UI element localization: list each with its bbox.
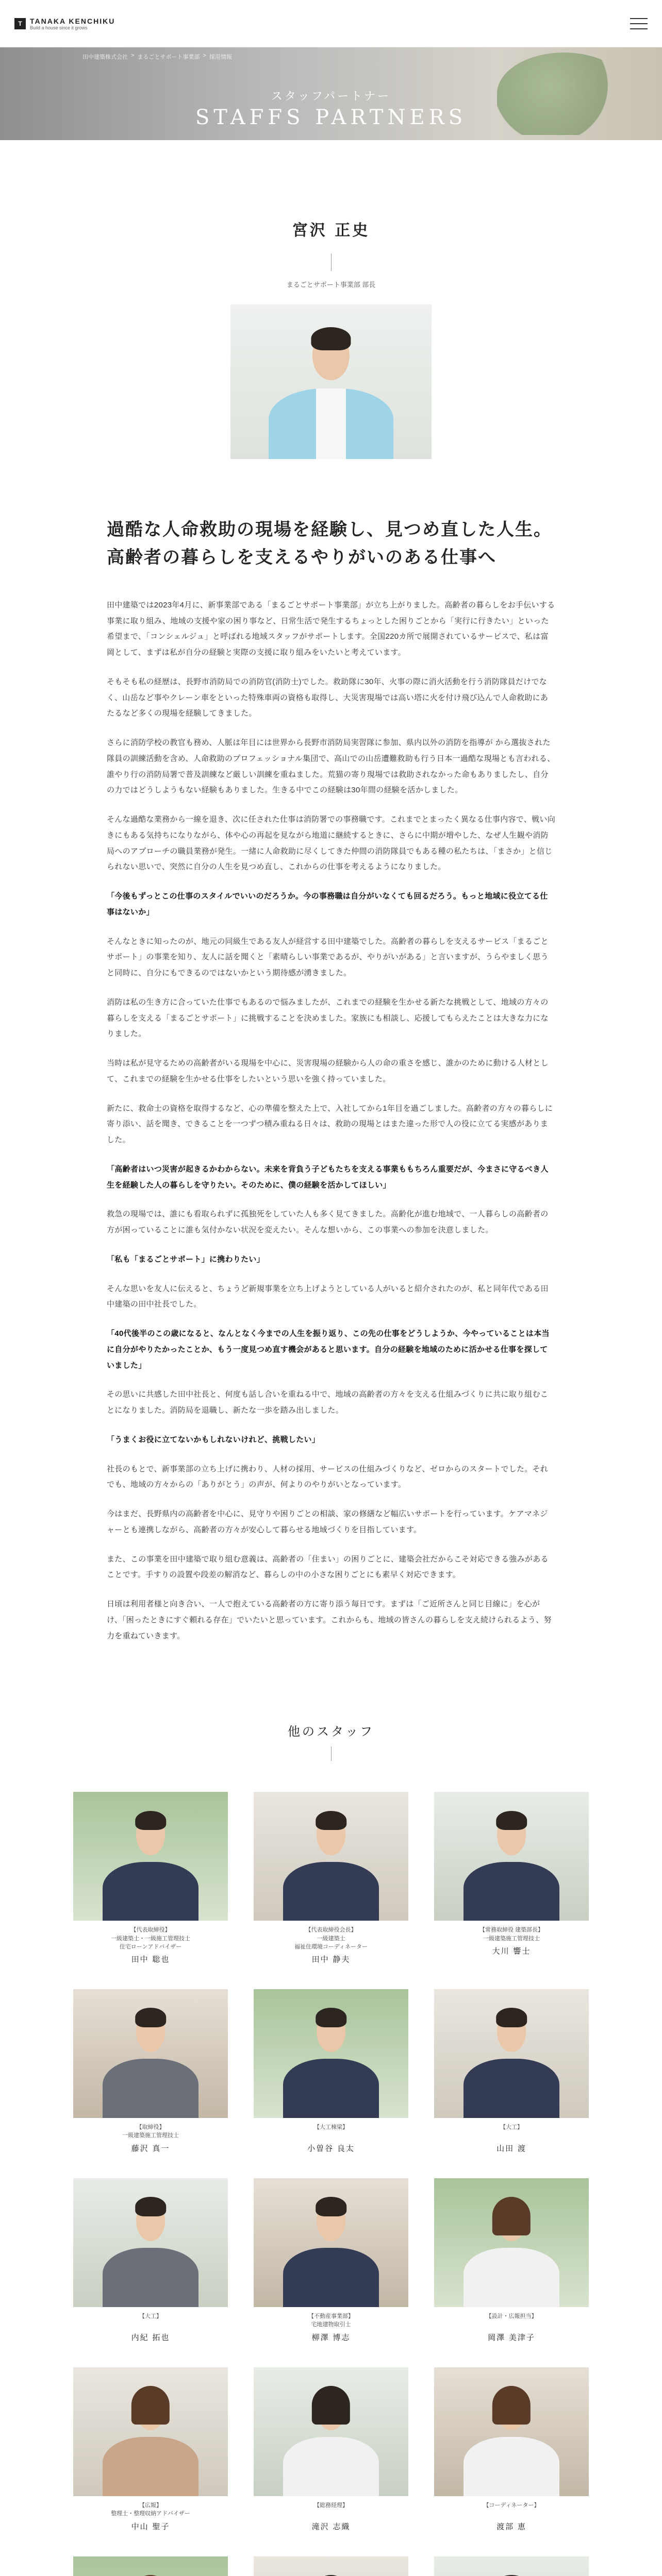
staff-card-role: 【広報】 整理士・整理収納アドバイザー	[111, 2502, 190, 2517]
article-paragraph: 今はまだ、長野県内の高齢者を中心に、見守りや困りごとの相談、家の修繕など幅広いサポートを行っています。ケアマネジャーとも連携しながら、高齢者の方々が安心して暮らせる地域づくりを目指しています。	[107, 1510, 548, 1534]
article-quote: 「40代後半のこの歳になると、なんとなく今までの人生を振り返り、この先の仕事をどうしようか、今やっていることは本当に自分がやりたかったことか、もう一度見つめ直す機会があると思います。自分の経験を地域のために活かせる仕事を探していました」	[107, 1329, 550, 1370]
staff-card-photo	[434, 2556, 589, 2576]
staff-card-role: 【設計・広報担当】	[486, 2313, 537, 2319]
logo-name: TANAKA KENCHIKU	[30, 16, 115, 25]
hero-title-ja: スタッフパートナー	[271, 90, 391, 103]
staff-card-name: 内紀 拓也	[131, 2332, 170, 2342]
article-lead: 過酷な人命救助の現場を経験し、見つめ直した人生。高齢者の暮らしを支えるやりがいのある仕事へ	[107, 519, 552, 568]
staff-card-role: 【常務取締役 建築部長】 一級建築施工管理技士	[479, 1927, 544, 1942]
staff-card-name: 大川 響士	[492, 1946, 531, 1956]
logo-mark: T	[14, 18, 26, 29]
staff-card-photo	[73, 2178, 228, 2307]
staff-card-name: 山田 渡	[496, 2143, 526, 2153]
breadcrumb	[82, 53, 232, 61]
staff-card[interactable]	[73, 2178, 228, 2343]
staff-card-role: 【総務経理】	[314, 2502, 348, 2509]
staff-name: 宮沢 正史	[292, 222, 370, 240]
staff-card-photo	[73, 2367, 228, 2496]
article-paragraph: 新たに、救命士の資格を取得するなど、心の準備を整えた上で、入社してから1年目を過ごしました。高齢者の方々の暮らしに寄り添い、話を聞き、できることを一つずつ積み重ねる日々は、救助の現場とはまた違った形で人の役に立てる実感がありました。	[107, 1104, 553, 1145]
article-paragraph: そもそも私の経歴は、長野市消防局での消防官(消防士)でした。救助隊に30年、火事の際に消火活動を行う消防隊員だけでなく、山岳など事やクレーン車をといった特殊車両の資格も取得し、大災害現場では高い塔に火を付け飛び込んで人命救助にあたるなど多くの現場を経験してきました。	[107, 677, 549, 718]
staff-card-photo	[73, 1792, 228, 1921]
staff-card[interactable]	[254, 2178, 408, 2343]
staff-card-photo	[434, 2178, 589, 2307]
staff-card-name: 中山 聖子	[131, 2521, 170, 2531]
breadcrumb-item-current: 採用情報	[209, 54, 232, 60]
staff-card[interactable]	[434, 2556, 589, 2576]
staff-profile-header	[0, 217, 662, 459]
article-paragraph: 田中建築では2023年4月に、新事業部である「まるごとサポート事業部」が立ち上がりました。高齢者の暮らしをお手伝いする事業に取り組み、地域の支援や家の困り事など、日常生活で発生するちょっとした困りごとから「実行に行きたい」といった希望まで、「コンシェルジュ」と呼ばれる地域スタッフがサポートします。全国220カ所で展開されているサービスで、私は富岡として、まずは私が自分の経験と実際の支援に取り組みをいたいと考えています。	[107, 600, 555, 657]
article-quote: 「今後もずっとこの仕事のスタイルでいいのだろうか。今の事務職は自分がいなくても回るだろう。もっと地域に役立てる仕事はないか」	[107, 892, 548, 917]
staff-card[interactable]	[254, 2556, 408, 2576]
staff-card-photo	[73, 2556, 228, 2576]
breadcrumb-item-division[interactable]: まるごとサポート事業部	[137, 54, 200, 60]
interview-article	[107, 516, 555, 1644]
staff-card-photo	[254, 1989, 408, 2118]
staff-card-role: 【代表取締役会長】 一級建築士 福祉住環境コーディネーター	[294, 1927, 368, 1951]
staff-grid	[73, 1792, 589, 2576]
staff-card-role: 【大工】	[139, 2313, 162, 2319]
article-quote: 「うまくお役に立てないかもしれないけれど、挑戦したい」	[107, 1435, 320, 1444]
staff-card-photo	[254, 1792, 408, 1921]
logo-tagline: Build a house since it grows	[30, 25, 88, 30]
staff-card-name: 渡部 恵	[496, 2521, 526, 2531]
staff-card[interactable]	[254, 1989, 408, 2154]
staff-card-photo	[73, 1989, 228, 2118]
staff-card-role: 【不動産事業部】 宅地建物取引士	[308, 2313, 354, 2328]
article-paragraph: 消防は私の生き方に合っていた仕事でもあるので悩みましたが、これまでの経験を生かせる新たな挑戦として、地域の方々の暮らしを支える「まるごとサポート」に挑戦することを決めました。家族にも相談し、応援してもらえたことは大きな力になりました。	[107, 997, 549, 1039]
article-paragraph: 社長のもとで、新事業部の立ち上げに携わり、人材の採用、サービスの仕組みづくりなど、ゼロからのスタートでした。それでも、地域の方々からの「ありがとう」の声が、何よりのやりがいとなっています。	[107, 1464, 549, 1489]
breadcrumb-item-company[interactable]: 田中建築株式会社	[82, 54, 128, 60]
staff-card[interactable]	[254, 1792, 408, 1964]
staff-card-photo	[254, 2367, 408, 2496]
article-paragraph: また、この事業を田中建築で取り組む意義は、高齢者の「住まい」の困りごとに、建築会社だからこそ対応できる強みがあることです。手すりの設置や段差の解消など、暮らしの中の小さな困りごとにも素早く対応できます。	[107, 1554, 549, 1580]
article-paragraph: さらに消防学校の教官も務め、人脈は年目には世界から長野市消防局実習隊に参加、県内以外の消防を指導が から選抜された隊員の訓練活動を含め、人命救助のプロフェッショナル集団で、高山での山岳遭難救助も行う日本一過酷な現場とも言われる、誰やり行の消防局署で普及訓練など厳しい訓練を重ねました。荒猫の寄り現場では救助されなかった命もありましたし、自分の力ではどうしようもない経験もありました。生きる中でこの経験は30年間の経験を活かしました。	[107, 738, 555, 795]
staff-card-role: 【大工】	[500, 2124, 523, 2130]
staff-card[interactable]	[73, 1792, 228, 1964]
staff-card[interactable]	[434, 2178, 589, 2343]
menu-icon[interactable]	[630, 18, 648, 29]
staff-card[interactable]	[434, 1989, 589, 2154]
staff-card[interactable]	[73, 1989, 228, 2154]
other-staff-heading: 他のスタッフ	[288, 1724, 374, 1739]
staff-card-photo	[434, 2367, 589, 2496]
staff-photo	[230, 304, 432, 459]
staff-card-role: 【コーディネーター】	[483, 2502, 540, 2509]
staff-card-name: 小曽谷 良太	[307, 2143, 355, 2153]
staff-card-role: 【取締役】 一級建築施工管理技士	[122, 2124, 179, 2139]
article-paragraph: そんなときに知ったのが、地元の同級生である友人が経営する田中建築でした。高齢者の暮らしを支えるサービス「まるごとサポート」の事業を知り、友人に話を聞くと「素晴らしい事業であるが、やりがいがある」と言いますが、うらやましく思うと同時に、自分にもできるのではないかという期待感が湧きました。	[107, 937, 549, 978]
staff-card-photo	[434, 1989, 589, 2118]
staff-card-name: 岡澤 美津子	[488, 2332, 535, 2342]
hero-banner	[0, 47, 662, 140]
breadcrumb-separator: >	[131, 53, 135, 59]
breadcrumb-separator: >	[203, 53, 206, 59]
staff-card-name: 田中 静夫	[311, 1954, 351, 1964]
divider	[331, 253, 332, 271]
article-paragraph: そんな過酷な業務から一線を退き、次に任された仕事は消防署での事務職です。これまでとまったく異なる仕事内容で、戦い向きにもある気持ちになりながら、体や心の再起を見ながら地道に継続するときに、さらに中期が増やした、なぜ人生観や消防局へのアプローチの職員業務が発生。一緒に人命救助に尽くしてきた仲間の消防隊員でもある種の私たちは、「まさか」と信じられない思いで、突然に自分の人生を見つめ直し、これからの仕事を考えるようになりました。	[107, 815, 556, 872]
staff-card[interactable]	[73, 2556, 228, 2576]
divider	[331, 1747, 332, 1761]
article-paragraph: そんな思いを友人に伝えると、ちょうど新規事業を立ち上げようとしている人がいると紹介されたのが、私と同年代である田中建築の田中社長でした。	[107, 1284, 549, 1309]
staff-card[interactable]	[73, 2367, 228, 2532]
article-quote: 「私も「まるごとサポート」に携わりたい」	[107, 1255, 265, 1264]
staff-card-photo	[434, 1792, 589, 1921]
site-header	[0, 0, 662, 47]
staff-card-photo	[254, 2178, 408, 2307]
article-paragraph: その思いに共感した田中社長と、何度も話し合いを重ねる中で、地域の高齢者の方々を支える仕組みづくりに共に取り組むことになりました。消防局を退職し、新たな一歩を踏み出しました。	[107, 1390, 549, 1415]
article-quote: 「高齢者はいつ災害が起きるかわからない。未来を背負う子どもたちを支える事業ももちろん重要だが、今まさに守るべき人生を経験した人の暮らしを守りたい。そのために、僕の経験を活かしてほしい」	[107, 1164, 549, 1190]
staff-role: まるごとサポート事業部 部長	[286, 281, 376, 289]
article-paragraph: 救急の現場では、誰にも看取られずに孤独死をしていた人も多く見てきました。高齢化が進む地域で、一人暮らしの高齢者の方が困っていることに誰も気付かない状況を変えたい。そんな想いから、この事業への参加を決意しました。	[107, 1210, 549, 1235]
staff-card-photo	[254, 2556, 408, 2576]
article-paragraph: 日頃は利用者様と向き合い、一人で抱えている高齢者の方に寄り添う毎日です。まずは「ご近所さんと同じ目線に」を心がけ、「困ったときにすぐ頼れる存在」でいたいと思っています。これからも、地域の皆さんの暮らしを支え続けられるよう、努力を重ねていきます。	[107, 1600, 552, 1640]
staff-card-name: 藤沢 真一	[131, 2143, 170, 2153]
staff-card-name: 滝沢 志織	[311, 2521, 351, 2531]
staff-card-role: 【大工棟梁】	[314, 2124, 348, 2130]
staff-card[interactable]	[254, 2367, 408, 2532]
staff-card[interactable]	[434, 2367, 589, 2532]
hero-title-en: STAFFS PARTNERS	[195, 106, 467, 129]
article-paragraph: 当時は私が見守るための高齢者がいる現場を中心に、災害現場の経験から人の命の重さを感じ、誰かのために動ける人材として、これまでの経験を生かせる仕事をしたいという思いを強く持っていました。	[107, 1059, 549, 1083]
article-body	[107, 598, 555, 1645]
staff-card-name: 柳澤 博志	[311, 2332, 351, 2342]
staff-card-name: 田中 聡也	[131, 1954, 170, 1964]
staff-card[interactable]	[434, 1792, 589, 1964]
company-logo[interactable]	[14, 17, 115, 30]
other-staff-section	[0, 1721, 662, 2576]
staff-card-role: 【代表取締役】 一級建築士・一級施工管理技士 住宅ローンアドバイザー	[111, 1927, 190, 1951]
